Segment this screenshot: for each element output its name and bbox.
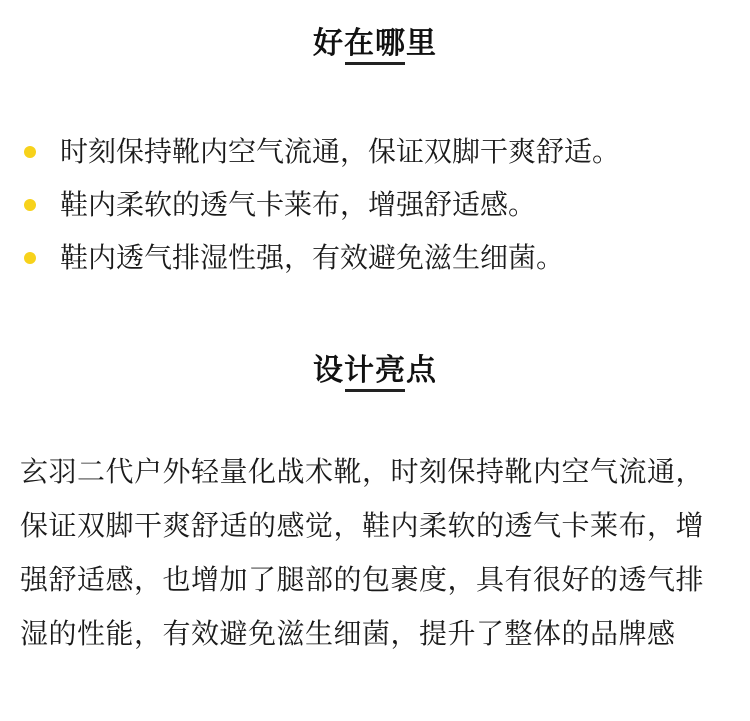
benefits-list xyxy=(20,130,620,289)
design-description: 玄羽二代户外轻量化战术靴，时刻保持靴内空气流通，保证双脚干爽舒适的感觉，鞋内柔软的透气卡莱布，增强舒适感，也增加了腿部的包裹度，具有很好的透气排湿的性能，有效避免滋生细菌，提升了整体的品牌感 xyxy=(20,455,705,650)
list-item-text: 时刻保持靴内空气流通，保证双脚干爽舒适。 xyxy=(60,135,621,168)
section-title-benefits: 好在哪里 xyxy=(313,26,437,61)
list-item-text: 鞋内柔软的透气卡莱布，增强舒适感。 xyxy=(60,188,537,221)
bullet-dot-icon xyxy=(24,146,36,158)
title-underline xyxy=(345,389,405,392)
list-item xyxy=(20,183,620,236)
bullet-dot-icon xyxy=(24,252,36,264)
list-item-text: 鞋内透气排湿性强，有效避免滋生细菌。 xyxy=(60,241,565,274)
list-item xyxy=(20,236,620,289)
bullet-dot-icon xyxy=(24,199,36,211)
list-item xyxy=(20,130,620,183)
title-underline xyxy=(345,62,405,65)
section-title-design: 设计亮点 xyxy=(313,353,437,388)
